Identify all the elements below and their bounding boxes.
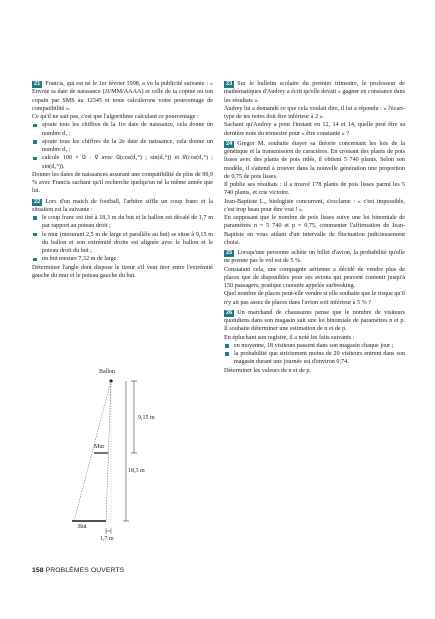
list-item: en moyenne, 18 visiteurs passent dans son magasin chaque jour ; xyxy=(224,342,405,350)
shot-line-left xyxy=(74,381,111,521)
exercise-26 xyxy=(224,309,405,375)
page-number: 158 xyxy=(32,567,44,574)
list-item: le mur (mesurant 2,5 m de large et parallèle au but) se situe à 9,15 m du ballon et son extrémité droite est alignée avec le ballon et le poteau droit du but ; xyxy=(32,231,213,256)
bullet-icon xyxy=(33,140,37,144)
exercise-text: Sachant qu'Audrey a pour l'instant eu 12, 14 et 14, quelle peut être sa dernière note du trimestre pour « être constante » ? xyxy=(224,122,405,137)
exercise-23 xyxy=(224,80,405,138)
page-footer xyxy=(32,567,124,574)
exercise-text: Lors d'un match de football, l'arbitre siffle un coup franc et la situation est la suivante : xyxy=(32,198,213,213)
exercise-text: Déterminer les valeurs de n et de p. xyxy=(224,367,311,374)
exercise-21 xyxy=(32,80,213,196)
bullet-icon xyxy=(33,124,37,128)
exercise-text: Francis, qui est né le 1er février 1998, a vu la publicité suivante : « Envoie ta date de naissance (JJ/MM/AAAA) et celle de ta copine ou ton copain par SMS au 12345 et nous calculerons votre pourcentage de compatibilité ». xyxy=(32,81,213,112)
exercise-text: Ce qu'il ne sait pas, c'est que l'algorithme calculant ce pourcentage : xyxy=(32,114,199,120)
exercise-text: Sur le bulletin scolaire du premier trimestre, le professeur de mathématiques d'Audrey a écrit qu'elle devait « gagner en constance dans les résultats ». xyxy=(224,81,405,104)
list-item: calcule 100 × u⃗ · v⃗ avec u⃗(cos(d₁°) ; sin(d₁°)) et v⃗(cos(d₂°) ; sin(d₂°)). xyxy=(32,154,213,171)
exercise-22 xyxy=(32,198,213,281)
exercise-text: Audrey lui a demandé ce que cela voulait dire, il lui a répondu : « l'écart-type de tes notes doit être inférieur à 2 ». xyxy=(224,105,405,120)
exercise-number: 24 xyxy=(226,140,233,147)
football-diagram xyxy=(70,368,190,548)
bullet-list xyxy=(32,214,213,264)
list-item: ajoute tous les chiffres de la 2e date de naissance, cela donne un nombre d₂ ; xyxy=(32,138,213,155)
bullet-icon xyxy=(225,344,229,348)
list-item: la probabilité que strictement moins de 20 visiteurs entrent dans son magasin durant une journée est d'environ 0,74. xyxy=(224,350,405,367)
exercise-text: Gregor M. souhaite étayer sa théorie concernant les lois de la génétique et la transmission de caractères. En croisant des plants de pois lisses avec des plants de pois ridés, il obtient 5 740 plants. Selon son modèle, il s'attend à trouver dans la nouvelle génération une proportion de 0,75 de pois lisses. xyxy=(224,140,405,180)
bullet-icon xyxy=(225,352,229,356)
bullet-list xyxy=(224,342,405,367)
exercise-text: En supposant que le nombre de pois lisses suive une loi binomiale de paramètres n = 5 740 et p = 0,75, commenter l'affirmation de Jean-Baptiste en vous aidant d'un intervalle de fluctuation judicieusement choisi. xyxy=(224,215,405,246)
section-title: PROBLÈMES OUVERTS xyxy=(45,567,125,574)
exercise-number: 26 xyxy=(226,309,233,316)
exercise-number: 21 xyxy=(34,81,41,87)
bullet-icon xyxy=(33,258,37,262)
shot-line-right xyxy=(106,381,111,521)
list-item: ajoute tous les chiffres de la 1re date de naissance, cela donne un nombre d₁ ; xyxy=(32,121,213,138)
exercise-25 xyxy=(224,249,405,307)
exercise-text: Quel nombre de places peut-elle vendre si elle souhaite que le risque qu'il n'y ait pas assez de places dans l'avion soit inférieur à 5 % ? xyxy=(224,291,405,306)
exercise-text: Lorsqu'une personne achète un billet d'avion, la probabilité qu'elle ne prenne pas le vol est de 5 %. xyxy=(224,250,405,265)
exercise-text: Constatant cela, une compagnie aérienne a décidé de vendre plus de places que de disponibles pour ses avions qui peuvent contenir jusqu'à 150 passagers, pratique courante appelée surbooking. xyxy=(224,266,405,289)
bullet-icon xyxy=(33,157,37,161)
dimension-label-9-15: 9,15 m xyxy=(138,415,155,421)
exercise-number: 23 xyxy=(226,81,233,87)
bullet-list xyxy=(32,121,213,171)
left-column xyxy=(32,80,213,282)
list-item: un but mesure 7,32 m de large. xyxy=(32,255,213,263)
exercise-number: 25 xyxy=(226,250,233,256)
ballon-label: Ballon xyxy=(99,369,115,375)
mur-label: Mur xyxy=(94,444,105,450)
exercise-24 xyxy=(224,140,405,247)
dimension-label-1-7: 1,7 m xyxy=(100,536,114,542)
exercise-text: Jean-Baptiste L., biologiste concurrent, s'exclame : « c'est impossible, c'est trop beau pour être vrai ! ». xyxy=(224,198,405,213)
exercise-text: Donner les dates de naissances assurant une compatibilité de plus de 99,9 % avec Francis sachant qu'il recherche quelqu'un né la même année que lui. xyxy=(32,171,213,195)
exercise-text: Un marchand de chaussures pense que le nombre de visiteurs quotidiens dans son magasin suit une loi binomiale de paramètres n et p. Il souhaite déterminer une estimation de n et de p. xyxy=(224,309,405,333)
list-item: le coup franc est tiré à 18,3 m du but et le ballon est décalé de 1,7 m par rapport au poteau droit ; xyxy=(32,214,213,231)
exercise-text: Il publie ses résultats : il a trouvé 178 plants de pois lisses parmi les 5 740 plants, et crie victoire. xyxy=(224,182,405,197)
dimension-label-18-3: 18,3 m xyxy=(128,468,145,474)
bullet-icon xyxy=(33,233,37,237)
exercise-number: 22 xyxy=(34,198,41,205)
but-label: But xyxy=(78,524,87,530)
exercise-text: Déterminer l'angle dont dispose le tireur s'il veut tirer entre l'extrémité gauche du mur et le poteau gauche du but. xyxy=(32,264,213,279)
bullet-icon xyxy=(33,216,37,220)
right-column xyxy=(224,80,405,377)
exercise-text: En épluchant son registre, il a noté les faits suivants : xyxy=(224,334,355,341)
